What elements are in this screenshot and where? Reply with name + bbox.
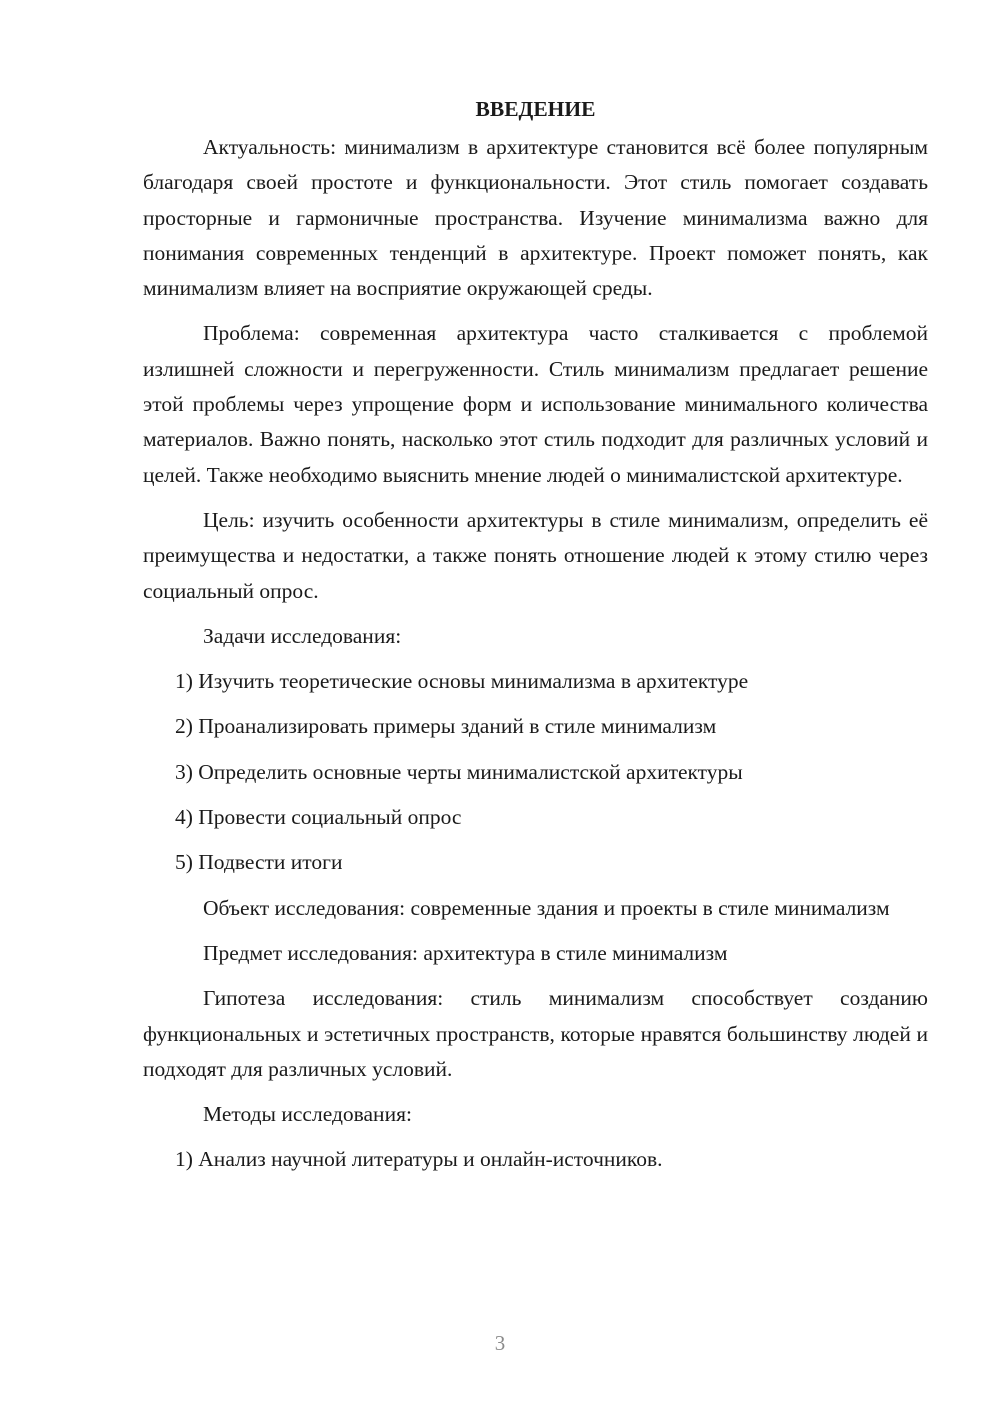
page-number: 3 [494,1331,506,1355]
relevance-paragraph: Актуальность: минимализм в архитектуре становится всё более популярным благодаря своей простоте и функциональности. Этот стиль помогает создавать просторные и гармоничные пространства. Изучение минимализма важно для понимания современных тенденций в архитектуре. Проект поможет понять, как минимализм влияет на восприятие окружающей среды. [143,135,928,301]
method-item-1: 1) Анализ научной литературы и онлайн-источников. [175,1147,663,1172]
task-item-1: 1) Изучить теоретические основы минимализма в архитектуре [175,669,749,694]
goal-paragraph: Цель: изучить особенности архитектуры в стиле минимализм, определить её преимущества и недостатки, а также понять отношение людей к этому стилю через социальный опрос. [143,507,928,603]
subject-paragraph: Предмет исследования: архитектура в стиле минимализм [203,940,728,965]
document-page [143,92,928,1188]
object-paragraph: Объект исследования: современные здания и проекты в стиле минимализм [203,895,890,920]
hypothesis-paragraph: Гипотеза исследования: стиль минимализм способствует созданию функциональных и эстетичных пространств, которые нравятся большинству людей и подходят для различных условий. [143,986,928,1081]
task-item-2: 2) Проанализировать примеры зданий в стиле минимализм [175,714,717,739]
tasks-heading: Задачи исследования: [203,623,402,648]
problem-paragraph: Проблема: современная архитектура часто сталкивается с проблемой излишней сложности и перегруженности. Стиль минимализм предлагает решение этой проблемы через упрощение форм и использование минимального количества материалов. Важно понять, насколько этот стиль подходит для различных условий и целей. Также необходимо выяснить мнение людей о минималистской архитектуре. [143,321,928,487]
task-item-3: 3) Определить основные черты минималистской архитектуры [175,759,743,784]
methods-heading: Методы исследования: [203,1102,412,1127]
task-item-5: 5) Подвести итоги [175,850,343,875]
section-title: ВВЕДЕНИЕ [475,97,596,121]
task-item-4: 4) Провести социальный опрос [175,805,462,830]
